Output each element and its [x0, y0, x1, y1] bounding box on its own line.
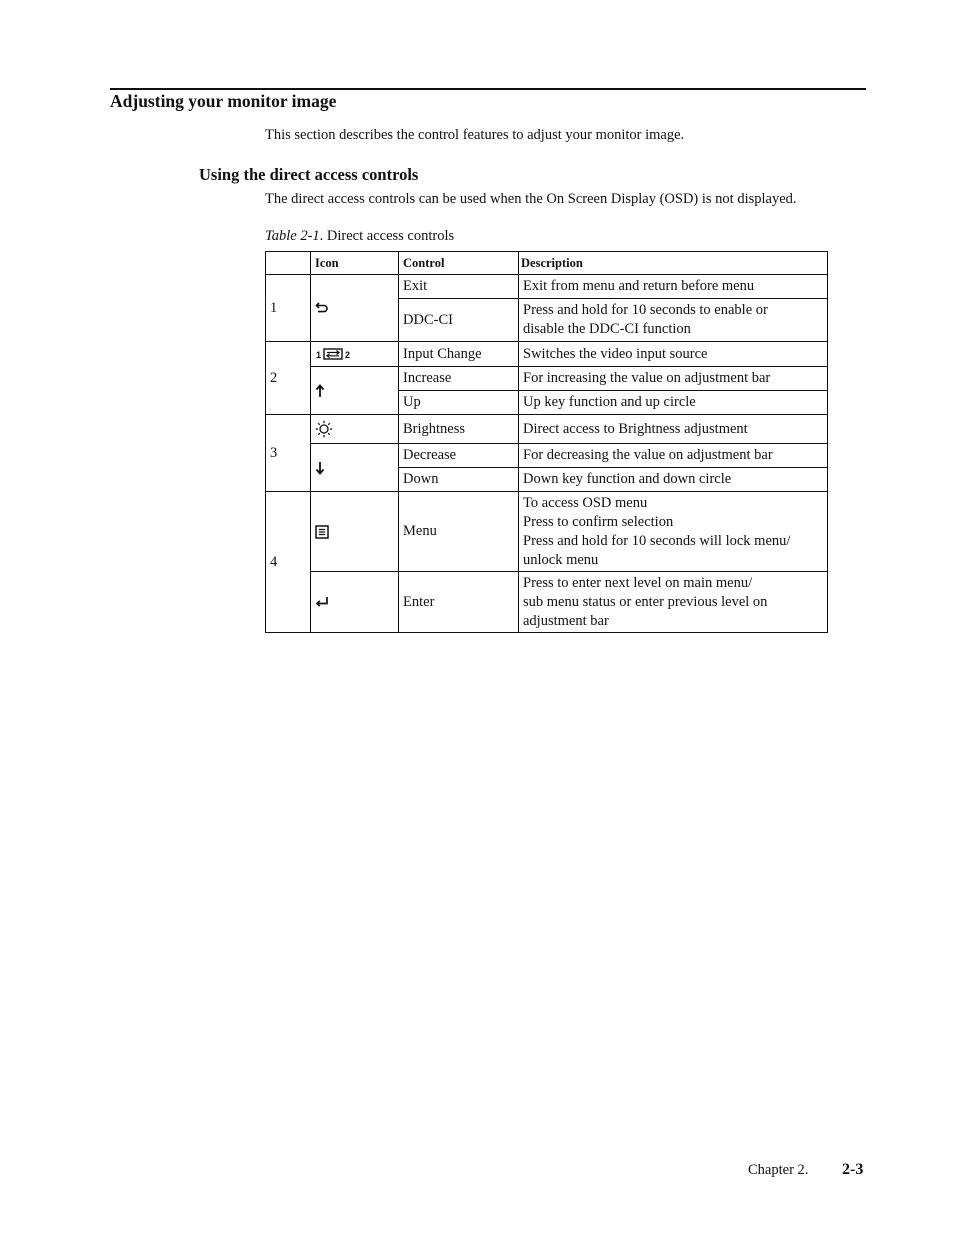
- input-change-icon: [315, 347, 353, 361]
- group-number: 1: [266, 275, 311, 342]
- table-row: [266, 367, 828, 391]
- description-cell: For decreasing the value on adjustment bar: [519, 444, 828, 468]
- description-cell: Up key function and up circle: [519, 391, 828, 415]
- subsection-title: Using the direct access controls: [199, 165, 419, 184]
- control-cell: Up: [399, 391, 519, 415]
- header-control: Control: [399, 252, 519, 275]
- section-rule: [110, 88, 866, 90]
- down-arrow-icon: [315, 461, 325, 475]
- section-intro: This section describes the control features to adjust your monitor image.: [265, 127, 685, 143]
- menu-icon: [315, 525, 329, 539]
- table-caption: [265, 228, 454, 245]
- description-cell: Press and hold for 10 seconds to enable or disable the DDC-CI function: [519, 299, 828, 342]
- group-number: 3: [266, 415, 311, 492]
- table-row: [266, 444, 828, 468]
- table-row: [266, 492, 828, 572]
- table-caption-label: Table 2-1: [265, 228, 320, 244]
- header-description: Description: [519, 252, 828, 275]
- up-arrow-icon: [315, 384, 325, 398]
- direct-access-controls-table: [265, 251, 828, 633]
- description-cell: Down key function and down circle: [519, 468, 828, 492]
- description-cell: Switches the video input source: [519, 342, 828, 367]
- description-cell: For increasing the value on adjustment bar: [519, 367, 828, 391]
- control-cell: Input Change: [399, 342, 519, 367]
- group-number: 4: [266, 492, 311, 633]
- section-title: Adjusting your monitor image: [110, 91, 337, 111]
- brightness-icon: [315, 420, 333, 438]
- control-cell: Brightness: [399, 415, 519, 444]
- header-icon: Icon: [311, 252, 399, 275]
- subsection-text: The direct access controls can be used when the On Screen Display (OSD) is not displayed.: [265, 191, 797, 207]
- page-number: 2-3: [842, 1161, 864, 1178]
- control-cell: DDC-CI: [399, 299, 519, 342]
- footer-chapter: Chapter 2.: [748, 1162, 809, 1178]
- page-footer: [748, 1161, 864, 1179]
- control-cell: Exit: [399, 275, 519, 299]
- control-cell: Down: [399, 468, 519, 492]
- control-cell: Decrease: [399, 444, 519, 468]
- description-cell: To access OSD menu Press to confirm selection Press and hold for 10 seconds will lock menu/ unlock menu: [519, 492, 828, 572]
- input-change-icon-label-2: 2: [345, 350, 351, 361]
- control-cell: Menu: [399, 492, 519, 572]
- group-number: 2: [266, 342, 311, 415]
- description-cell: Press to enter next level on main menu/ sub menu status or enter previous level on adjustment bar: [519, 572, 828, 633]
- description-cell: Exit from menu and return before menu: [519, 275, 828, 299]
- description-cell: Direct access to Brightness adjustment: [519, 415, 828, 444]
- table-row: [266, 415, 828, 444]
- control-cell: Enter: [399, 572, 519, 633]
- table-caption-text: . Direct access controls: [319, 228, 455, 244]
- enter-icon: [315, 596, 329, 608]
- header-number: [266, 252, 311, 275]
- table-row: [266, 572, 828, 633]
- control-cell: Increase: [399, 367, 519, 391]
- table-row: [266, 342, 828, 367]
- table-header-row: [266, 252, 828, 275]
- exit-icon: [315, 302, 329, 314]
- input-change-icon-label-1: 1: [316, 350, 322, 361]
- table-row: [266, 275, 828, 299]
